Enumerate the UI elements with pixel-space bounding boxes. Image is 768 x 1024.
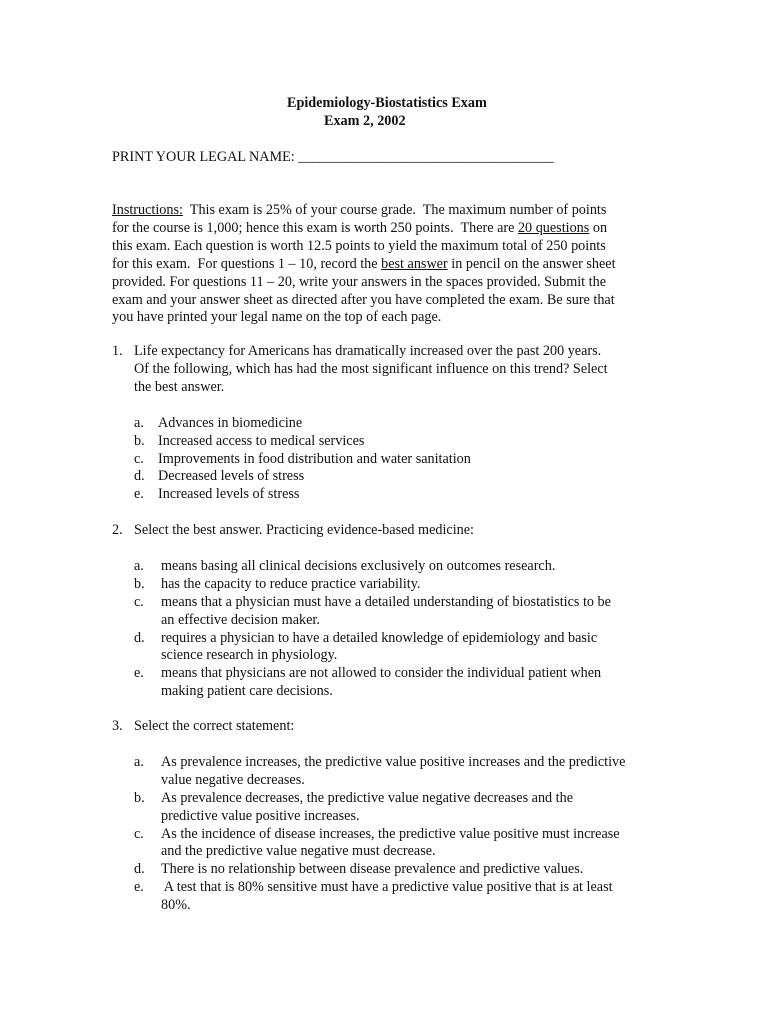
option-letter: b. bbox=[134, 575, 145, 592]
option-letter: c. bbox=[134, 593, 144, 610]
question-number: 1. bbox=[112, 343, 123, 359]
option-letter: a. bbox=[134, 753, 144, 770]
answer-option bbox=[112, 630, 672, 666]
answer-option bbox=[112, 754, 672, 790]
option-text: requires a physician to have a detailed knowledge of epidemiology and basic bbox=[161, 629, 598, 646]
instructions-text: for the course is 1,000; hence this exam is worth 250 points. There are bbox=[112, 219, 518, 236]
option-text: Increased levels of stress bbox=[158, 486, 300, 503]
option-text: As the incidence of disease increases, the predictive value positive must increase bbox=[161, 825, 620, 842]
option-letter: d. bbox=[134, 629, 145, 646]
instructions-line bbox=[112, 256, 672, 274]
option-text: As prevalence decreases, the predictive value negative decreases and the bbox=[161, 789, 574, 806]
option-text: Improvements in food distribution and water sanitation bbox=[158, 450, 471, 467]
answer-option bbox=[112, 879, 672, 915]
exam-subtitle: Exam 2, 2002 bbox=[324, 113, 406, 129]
instructions-line: you have printed your legal name on the top of each page. bbox=[112, 309, 442, 326]
legal-name-line: PRINT YOUR LEGAL NAME: ____________________________________ bbox=[112, 149, 554, 165]
answer-options bbox=[112, 415, 672, 505]
option-letter: e. bbox=[134, 665, 144, 682]
option-text: and the predictive value negative must decrease. bbox=[161, 843, 436, 860]
option-letter: c. bbox=[134, 450, 144, 467]
question-number: 2. bbox=[112, 522, 123, 538]
stem-line: Select the best answer. Practicing evidence-based medicine: bbox=[134, 522, 474, 538]
option-text: means basing all clinical decisions exclusively on outcomes research. bbox=[161, 557, 556, 574]
stem-line: the best answer. bbox=[134, 378, 225, 395]
instructions-text: on bbox=[589, 219, 608, 236]
stem-line: Select the correct statement: bbox=[134, 718, 295, 734]
option-text: Increased access to medical services bbox=[158, 432, 365, 449]
answer-option bbox=[112, 826, 672, 862]
instructions-emphasis: best answer bbox=[381, 255, 448, 272]
option-text: predictive value positive increases. bbox=[161, 807, 360, 824]
answer-option bbox=[112, 558, 672, 576]
option-text: has the capacity to reduce practice variability. bbox=[161, 575, 421, 592]
instructions-line bbox=[112, 202, 672, 220]
answer-option bbox=[112, 665, 672, 701]
question-stem bbox=[134, 718, 672, 736]
option-text: means that physicians are not allowed to consider the individual patient when bbox=[161, 665, 602, 682]
instructions-text: This exam is 25% of your course grade. The maximum number of points bbox=[182, 202, 607, 218]
stem-line: Life expectancy for Americans has dramatically increased over the past 200 years. bbox=[134, 343, 602, 359]
instructions-text: in pencil on the answer sheet bbox=[447, 255, 616, 272]
option-letter: e. bbox=[134, 879, 144, 896]
question-stem bbox=[134, 522, 672, 540]
answer-option bbox=[112, 861, 672, 879]
option-text: 80%. bbox=[161, 897, 191, 914]
instructions-label: Instructions: bbox=[112, 202, 183, 218]
answer-option bbox=[112, 576, 672, 594]
option-text: Decreased levels of stress bbox=[158, 468, 305, 485]
exam-title: Epidemiology-Biostatistics Exam bbox=[287, 95, 487, 111]
answer-option bbox=[112, 415, 672, 433]
option-letter: e. bbox=[134, 486, 144, 503]
option-letter: a. bbox=[134, 414, 144, 431]
question-1 bbox=[112, 343, 672, 504]
option-text: There is no relationship between disease prevalence and predictive values. bbox=[161, 861, 584, 878]
question-2 bbox=[112, 522, 672, 701]
option-letter: b. bbox=[134, 432, 145, 449]
question-number: 3. bbox=[112, 718, 123, 734]
question-3 bbox=[112, 718, 672, 915]
option-letter: d. bbox=[134, 468, 145, 485]
instructions-line: this exam. Each question is worth 12.5 points to yield the maximum total of 250 points bbox=[112, 237, 606, 254]
answer-option bbox=[112, 433, 672, 451]
option-text: Advances in biomedicine bbox=[158, 414, 303, 431]
instructions-line: exam and your answer sheet as directed after you have completed the exam. Be sure that bbox=[112, 291, 615, 308]
option-letter: c. bbox=[134, 825, 144, 842]
answer-option bbox=[112, 468, 672, 486]
answer-option bbox=[112, 451, 672, 469]
instructions-line: provided. For questions 11 – 20, write your answers in the spaces provided. Submit the bbox=[112, 273, 606, 290]
instructions-text: for this exam. For questions 1 – 10, record the bbox=[112, 255, 382, 272]
instructions-line bbox=[112, 220, 672, 238]
option-text: making patient care decisions. bbox=[161, 683, 333, 700]
option-text: an effective decision maker. bbox=[161, 611, 320, 628]
answer-option bbox=[112, 790, 672, 826]
question-stem bbox=[134, 343, 672, 397]
stem-line: Of the following, which has had the most significant influence on this trend? Select bbox=[134, 360, 608, 377]
answer-options bbox=[112, 558, 672, 701]
option-text: science research in physiology. bbox=[161, 647, 338, 664]
option-letter: a. bbox=[134, 557, 144, 574]
instructions-emphasis: 20 questions bbox=[517, 219, 590, 236]
option-letter: b. bbox=[134, 789, 145, 806]
instructions-block bbox=[112, 202, 672, 327]
answer-option bbox=[112, 594, 672, 630]
option-text: A test that is 80% sensitive must have a predictive value positive that is at least bbox=[161, 879, 613, 896]
answer-options bbox=[112, 754, 672, 915]
option-text: As prevalence increases, the predictive value positive increases and the predictive bbox=[161, 753, 626, 770]
option-text: means that a physician must have a detailed understanding of biostatistics to be bbox=[161, 593, 611, 610]
option-letter: d. bbox=[134, 861, 145, 878]
option-text: value negative decreases. bbox=[161, 771, 305, 788]
answer-option bbox=[112, 486, 672, 504]
